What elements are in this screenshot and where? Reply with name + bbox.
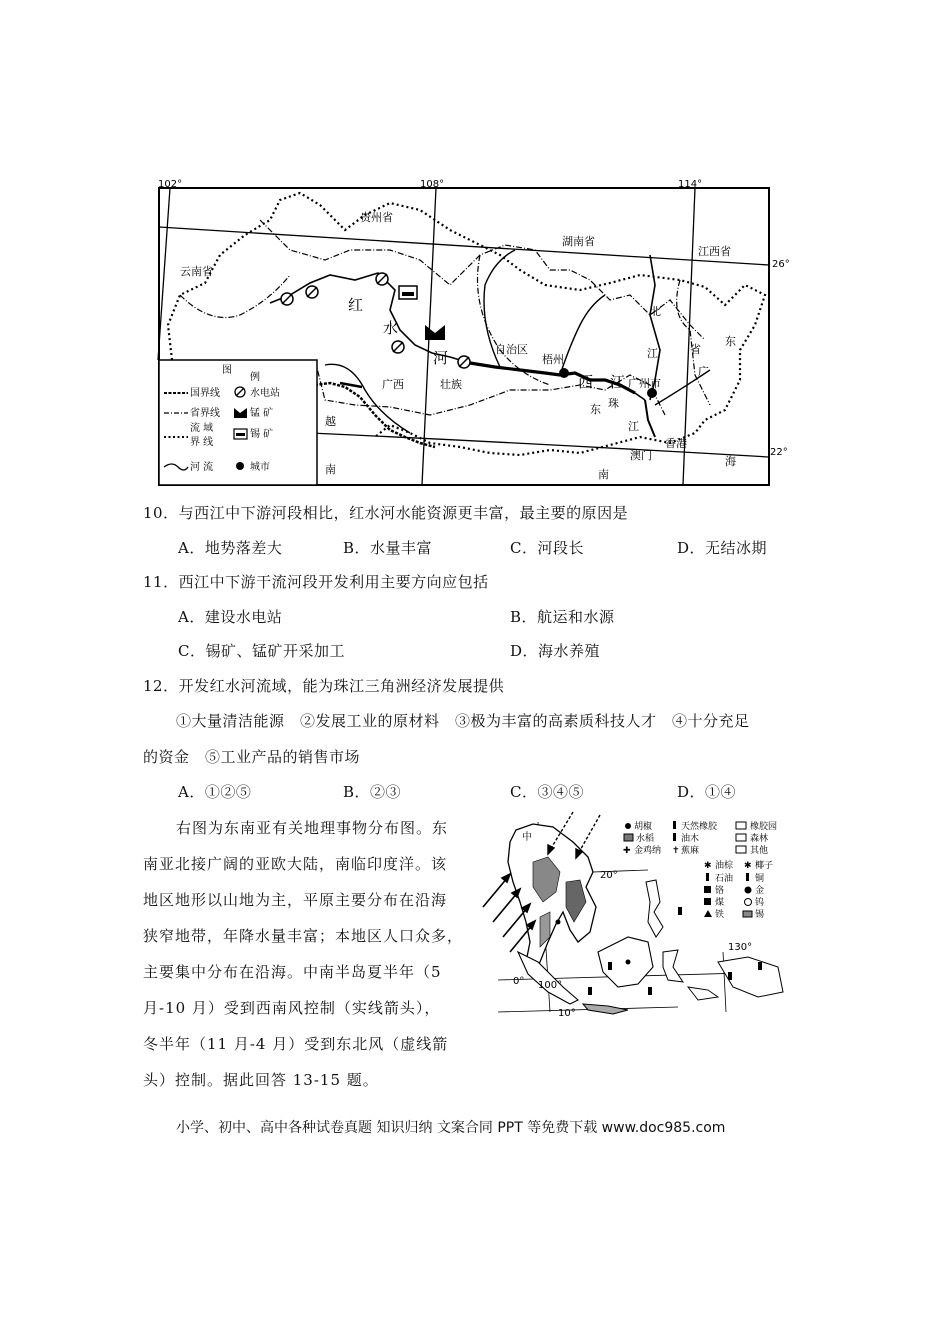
label-he: 河	[433, 349, 449, 367]
tungsten-icon	[745, 899, 752, 906]
hydro-station-icon	[281, 293, 293, 305]
label-hai: 海	[725, 455, 736, 468]
legend-title-2: 例	[250, 372, 260, 383]
lon-label-102: 102°	[158, 179, 183, 190]
q12-choices-line2: 的资金 ⑤工业产品的销售市场	[143, 748, 361, 766]
intro-line-8: 头）控制。据此回答 13-15 题。	[143, 1071, 379, 1089]
q11-option-a[interactable]: A．建设水电站	[178, 608, 283, 626]
cinchona-icon: ✚	[623, 846, 631, 856]
legend-liuyu-2: 界 线	[190, 437, 214, 448]
q11-option-b[interactable]: B．航运和水源	[510, 608, 615, 626]
gold-icon	[745, 887, 752, 894]
label-jiang: 江	[610, 373, 626, 391]
label-zhu-jiang: 江	[628, 420, 639, 433]
q11-stem: 11．西江中下游干流河段开发利用主要方向应包括	[143, 573, 489, 591]
intro-line-7: 冬半年（11 月-4 月）受到东北风（虚线箭	[143, 1035, 449, 1053]
label-guangzhou: 广州市	[628, 377, 661, 390]
label-hongkong: 香港	[665, 437, 687, 450]
coal-icon	[704, 898, 711, 905]
footer-text: 小学、初中、高中各种试卷真题 知识归纳 文案合同 PPT 等免费下载 www.doc985.com	[176, 1120, 726, 1136]
southeast-asia-map	[478, 812, 798, 1017]
label-dongzhu-zhu: 珠	[608, 397, 619, 410]
legend-chromium: 铬	[715, 886, 725, 896]
intro-line-6: 月-10 月）受到西南风控制（实线箭头），	[143, 999, 441, 1017]
legend-oil-tree: 油木	[681, 834, 700, 844]
petroleum-icon	[706, 873, 709, 881]
philippines-island	[646, 880, 663, 937]
legend-hydro-icon	[235, 387, 245, 397]
legend-copper: 铜	[755, 874, 765, 884]
label-guangdong-sheng: 省	[690, 343, 701, 356]
q12-choices-line1: ①大量清洁能源 ②发展工业的原材料 ③极为丰富的高素质科技人才 ④十分充足	[176, 712, 750, 730]
other-icon	[736, 846, 746, 853]
q10-stem: 10．与西江中下游河段相比，红水河水能资源更丰富，最主要的原因是	[143, 504, 629, 522]
q12-stem: 12．开发红水河流域，能为珠江三角洲经济发展提供	[143, 677, 505, 695]
label-zizhiqu: 自治区	[495, 343, 528, 356]
tin-icon	[743, 911, 752, 917]
q12-option-d[interactable]: D．①④	[677, 783, 737, 801]
q10-option-c[interactable]: C．河段长	[510, 539, 584, 557]
pepper-icon	[625, 823, 631, 829]
legend-shengjie: 省界线	[190, 408, 220, 419]
q10-option-a[interactable]: A．地势落差大	[178, 539, 283, 557]
q12-option-a[interactable]: A．①②⑤	[178, 783, 252, 801]
oil-tree-icon	[673, 833, 676, 841]
forest-icon	[736, 834, 746, 841]
label-nan-west: 南	[325, 463, 336, 476]
label-yue: 越	[325, 415, 336, 428]
label-lat10: 10°	[558, 1008, 576, 1019]
legend-heliu: 河 流	[190, 462, 214, 473]
label-lon130: 130°	[728, 942, 753, 953]
intro-line-4: 狭窄地带，年降水量丰富；本地区人口众多，	[143, 927, 464, 945]
lon-label-114: 114°	[678, 179, 703, 190]
label-macau: 澳门	[630, 449, 652, 462]
label-zhuangzu: 壮族	[440, 378, 462, 391]
label-xi: 西	[578, 373, 594, 391]
legend-city-icon	[236, 462, 244, 470]
hydro-station-icon	[306, 286, 318, 298]
label-nan-south: 南	[598, 468, 609, 481]
intro-line-2: 南亚北接广阔的亚欧大陆，南临印度洋。该	[143, 855, 448, 873]
legend-petroleum: 石油	[715, 874, 734, 884]
label-hunan: 湖南省	[562, 235, 595, 248]
legend-forest: 森林	[750, 834, 769, 844]
rubber-plantation-icon	[736, 822, 746, 829]
label-bei: 北	[650, 305, 661, 318]
lat-line-22	[310, 433, 769, 457]
pearl-river-basin-map	[150, 175, 790, 490]
q12-option-b[interactable]: B．②③	[343, 783, 402, 801]
legend-abaca: 蕉麻	[681, 846, 700, 856]
legend-meng: 锰 矿	[250, 408, 274, 419]
oil-palm-icon: ✱	[704, 861, 712, 871]
java-island	[583, 1004, 628, 1014]
new-guinea-island	[718, 957, 783, 997]
wuzhou-city-dot	[559, 368, 569, 378]
legend-tin: 锡	[755, 910, 765, 920]
legend-coconut: 椰子	[755, 861, 774, 871]
label-lon100: 100°	[538, 980, 563, 991]
tin-mine-icon	[399, 286, 417, 299]
legend-coal: 煤	[715, 898, 725, 908]
q10-option-d[interactable]: D．无结冰期	[677, 539, 768, 557]
label-lat0: 0°	[513, 976, 525, 987]
legend-city: 城市	[250, 462, 270, 473]
legend-oil-palm: 油棕	[715, 861, 734, 871]
intro-line-5: 主要集中分布在沿海。中南半岛夏半年（5	[143, 963, 442, 981]
tributary-2	[560, 295, 605, 375]
label-zhong: 中	[522, 832, 532, 843]
q10-option-b[interactable]: B．水量丰富	[343, 539, 433, 557]
sulawesi-island	[663, 950, 683, 982]
legend-title-1: 图	[222, 365, 232, 376]
tributary-3	[325, 364, 410, 433]
label-dongzhu-dong: 东	[590, 403, 601, 416]
legend-gold: 金	[755, 886, 765, 896]
legend-other: 其他	[750, 846, 769, 856]
label-jiangxi: 江西省	[698, 245, 731, 258]
rice-icon	[624, 834, 633, 841]
intro-line-1: 右图为东南亚有关地理事物分布图。东	[176, 819, 449, 837]
intro-line-3: 地区地形以山地为主，平原主要分布在沿海	[143, 891, 448, 909]
manganese-mine-icon	[425, 325, 445, 340]
legend-shuidian: 水电站	[250, 388, 280, 399]
label-guangdong-dong: 东	[725, 335, 736, 348]
abaca-icon: ✝	[672, 846, 680, 856]
hydro-station-icon	[392, 341, 404, 353]
label-yunnan: 云南省	[180, 265, 213, 278]
province-boundary-5	[180, 275, 290, 318]
rubber-icon	[673, 821, 676, 829]
label-guangdong-guang: 广	[698, 365, 709, 378]
intro-paragraph	[143, 810, 478, 1098]
lon-label-108: 108°	[420, 179, 445, 190]
legend-iron: 铁	[715, 910, 725, 920]
legend-pepper: 胡椒	[634, 822, 653, 832]
label-wuzhou: 梧州	[542, 353, 564, 366]
q12-option-c[interactable]: C．③④⑤	[510, 783, 584, 801]
chromium-icon	[704, 886, 711, 893]
iron-icon	[704, 910, 712, 917]
pearl-river-estuary	[645, 400, 655, 437]
coconut-icon: ✱	[744, 861, 752, 871]
label-shui: 水	[383, 319, 399, 337]
lat-label-26: 26°	[772, 259, 790, 270]
legend-tin-icon	[234, 429, 247, 439]
legend-rubber: 天然橡胶	[681, 822, 718, 832]
lat-line-26	[159, 227, 769, 265]
label-hong: 红	[348, 296, 364, 314]
legend-rice: 水稻	[636, 834, 655, 844]
label-bei-jiang: 江	[647, 347, 658, 360]
legend-liuyu-1: 流 域	[190, 423, 214, 434]
legend-xi: 锡 矿	[250, 429, 274, 440]
q11-option-c[interactable]: C．锡矿、锰矿开采加工	[178, 642, 345, 660]
legend-cinchona: 金鸡纳	[634, 846, 662, 856]
label-guangxi: 广西	[382, 378, 404, 391]
copper-icon	[746, 873, 749, 881]
hydro-station-icon	[376, 273, 388, 285]
label-guizhou: 贵州省	[360, 211, 393, 224]
legend-tungsten: 钨	[755, 898, 765, 908]
label-lat20: 20°	[600, 870, 618, 881]
q11-option-d[interactable]: D．海水养殖	[510, 642, 601, 660]
legend-rubber-plantation: 橡胶园	[750, 822, 778, 832]
lat-label-22: 22°	[770, 447, 788, 458]
legend-guojie: 国界线	[190, 388, 220, 399]
hydro-station-icon	[458, 356, 470, 368]
